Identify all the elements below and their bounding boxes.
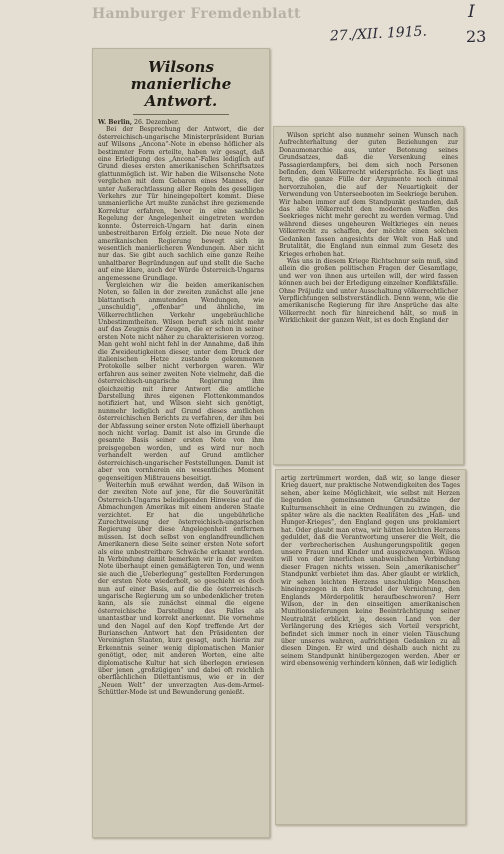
title-rule [133,114,229,115]
handwritten-page-number: 23 [466,27,487,46]
article-title [97,59,265,110]
paragraph: Was uns in diesem Kriege Richtschnur sein muß, sind allein die großen politischen Fragen der Gesamtlage, und wer von ihnen aus urteilen will, der wird fassen können auch bei der Erledigung einzelner Konfliktsfälle. Ohne Präjudiz und unter Ausschaltung völkerrechtlicher Verpflichtungen selbstverständlich. Denn wenn, wie die amerikanische Regierung für ihre Ansprüche das alte Völkerrecht noch für hinreichend hält, so muß in Wirklichkeit der ganzen Welt, ist es doch England der [279,257,458,325]
dateline-date: 26. Dezember. [134,119,180,126]
paragraph: Wilson spricht also nunmehr seinen Wunsch nach Aufrechterhaltung der guten Beziehungen zur Donaumonarchie aus, unter Betonung seines Grundsatzes, daß die Versenkung eines Passagierdampfers, bei dem sich noch Personen befinden, dem Völkerrecht widerspräche. Es liegt uns fern, die ganze Fülle der Argumente noch einmal hervorzuholen, die auf der Neuartigkeit der Verwendung von Unterseebooten im Seekriege beruhen. Wir haben immer auf dem Standpunkt gestanden, daß das alte Völkerrecht den modernen Waffen des Seekrieges nicht mehr gerecht zu werden vermag. Und während dieses ungeheuren Weltkrieges ein neues Völkerrecht zu schaffen, der möchte einen solchen Gedanken fassen angesichts der Welt von Haß und Brutalität, die England nun einmal zum Gesetz des Krieges erhoben hat. [279,132,458,258]
handwritten-date: 27./XII. 1915. [329,23,428,45]
newspaper-masthead: Hamburger Fremdenblatt [92,6,301,22]
clipping-right-bottom [275,469,466,825]
article-title-line2: manierliche Antwort. [130,75,232,110]
handwritten-roman-numeral: I [468,2,475,22]
article-body-right-bottom [281,475,460,668]
article-title-line1: Wilsons [148,58,214,76]
clipping-right-top [273,126,464,465]
article-dateline [98,119,264,126]
clipping-left-column [92,48,270,838]
paragraph: Bei der Besprechung der Antwort, die der österreichisch-ungarische Ministerpräsident Burian auf Wilsons „Ancona“-Note in ebenso höflicher als bestimmter Form erteilte, haben wir gesagt, daß eine Erledigung des „Ancona“-Falles lediglich auf Grund dieses ersten amerikanischen Schriftsatzes glattunmöglich ist. Wir haben die Wilsonsche Note verglichen mit dem Gebaren eines Mannes, der unter Außerachtlassung aller Regeln des geselligen Verkehrs zur Tür hineingepoltert kommt. Diese unmanierliche Art mußte zunächst ihre geziemende Korrektur erfahren, bevor in eine sachliche Regelung der Angelegenheit eingetreten werden konnte. Österreich-Ungarn hat darin einen unbestreitbaren Erfolg erzielt. Die neue Note der amerikanischen Regierung bewegt sich in wesentlich manierlicheren Wendungen. Aber nicht nur das. Sie gibt auch sachlich eine ganze Reihe unhaltbarer Begründungen auf und stellt die Sache auf eine klare, auch der Würde Österreich-Ungarns angemessene Grundlage. [98,126,264,282]
article-body-right-top [279,132,458,325]
paragraph: Weiterhin muß erwähnt werden, daß Wilson in der zweiten Note auf jene, für die Souveränität Österreich-Ungarns beleidigenden Hinweise auf die Abmachungen Amerikas mit einem anderen Staate verzichtet. Er hat die ungebührliche Zurechtweisung der österreichisch-ungarischen Regierung über diese Angelegenheit entfernen müssen. Ist doch selbst von englandfreundlichen Amerikanern diese Seite seiner ersten Note sofort als eine unbestreitbare Schwäche erkannt worden. In Verbindung damit bemerken wir in der zweiten Note überhaupt einen gemäßigteren Ton, und wenn sie auch die „Ueberlegung“ gestellten Forderungen der ersten Note wiederholt, so geschieht es doch nun auf einer Basis, auf die die österreichisch-ungarische Regierung um so unbedenklicher treten kann, als sie zunächst einmal die eigene österreichische Darstellung des Falles als unantastbar und korrekt anerkennt. Die vornehme und den Nagel auf den Kopf treffende Art der Burianschen Antwort hat den Präsidenten der Vereinigten Staaten, kurz gesagt, auch hierin zur Erkenntnis seiner wenig diplomatischen Manier genötigt, oder, mit anderen Worten, eine alte diplomatische Kultur hat sich überlegen erwiesen über jenen „großzügigen“ und dabei oft reichlich oberflächlichen Dilettantismus, wie er in der „Neuen Welt“ der unverzagten Aus-dem-Armel-Schüttler-Mode ist und Bewunderung genießt. [98,481,264,697]
dateline-place: W. Berlin, [98,119,133,126]
paragraph: artig zertrümmert worden, daß wir, so lange dieser Krieg dauert, nur praktische Notwendigkeiten des Tages sehen, aber keine Möglichkeit, wie selbst mit Herzen liegenden gemeinsamen Grundsätze der Kulturmenschheit in eine Ordnungen zu zwingen, die später wäre als die nackten Realitäten des „Haß- und Hunger-Krieges“, den England gegen uns proklamiert hat. Oder glaubt man etwa, wir hätten leichten Herzens geduldet, daß die Verantwortung unserer die Welt, die der verbrecherischen Aushungerungspolitik gegen unsere Frauen und Kinder und ausgezwungen. Wilson will von der innerlichen unabweislichen Verbindung dieser Fragen nichts wissen. Sein „amerikanischer“ Standpunkt verbietet ihm das. Aber glaubt er wirklich, wir sehen leichten Herzens unschuldige Menschen hineingezogen in den Strudel der Vernichtung, den Englands Mörderpolitik heraufbeschworen? Herr Wilson, der in den einseitigen amerikanischen Munitionslieferungen keine Beeinträchtigung seiner Neutralität erblickt, ja, dessen Land von der Verlängerung des Krieges sich Vorteil verspricht, befindet sich immer noch in einer vielen Täuschung über unseres wahren, aufrichtigen Gedanken zu all diesen Dingen. Er wird und deshalb auch nicht zu seinem Standpunkt hinübergezogen werden. Aber er wird ebensowenig verhindern können, daß wir lediglich [281,475,460,668]
paragraph: Vergleichen wir die beiden amerikanischen Noten, so fallen in der zweiten zunächst alle jene blattantisch anmutenden Wendungen, wie „unschuldig“, „offenbar“ und ähnliche, im Völkerrechtlichen Verkehr ungebräuchliche Unbestimmtheiten. Wilson beruft sich nicht mehr auf das Zeugnis der Zeugen, die er schon in seiner ersten Note nicht näher zu charakterisieren vorzog. Man geht wohl nicht fehl in der Annahme, daß ihm die Zweideutigkeiten dieser, unter dem Druck der italienischen Hetze zustande gekommenen Protokolle selber nicht verborgen waren. Wir erfahren aus seiner zweiten Note vielmehr, daß die österreichisch-ungarische Regierung ihm gleichzeitig mit ihrer Antwort die amtliche Darstellung ihres eigenen Flottenkommandos notifiziert hat, und Wilson sieht sich genötigt, nunmehr lediglich auf Grund dieses amtlichen österreichischen Berichts zu verfahren, der ihm bei der Abfassung seiner ersten Note offiziell überhaupt noch nicht vorlag. Damit ist also im Grunde die gesamte Basis seiner ersten Note von ihm preisgegeben worden, und es wird nur noch verhandelt werden auf Grund amtlicher österreichisch-ungarischer Feststellungen. Damit ist aber von vornherein ein wesentliches Moment gegenseitigen Mißtrauens beseitigt. [98,281,264,482]
article-body-left [98,126,264,696]
